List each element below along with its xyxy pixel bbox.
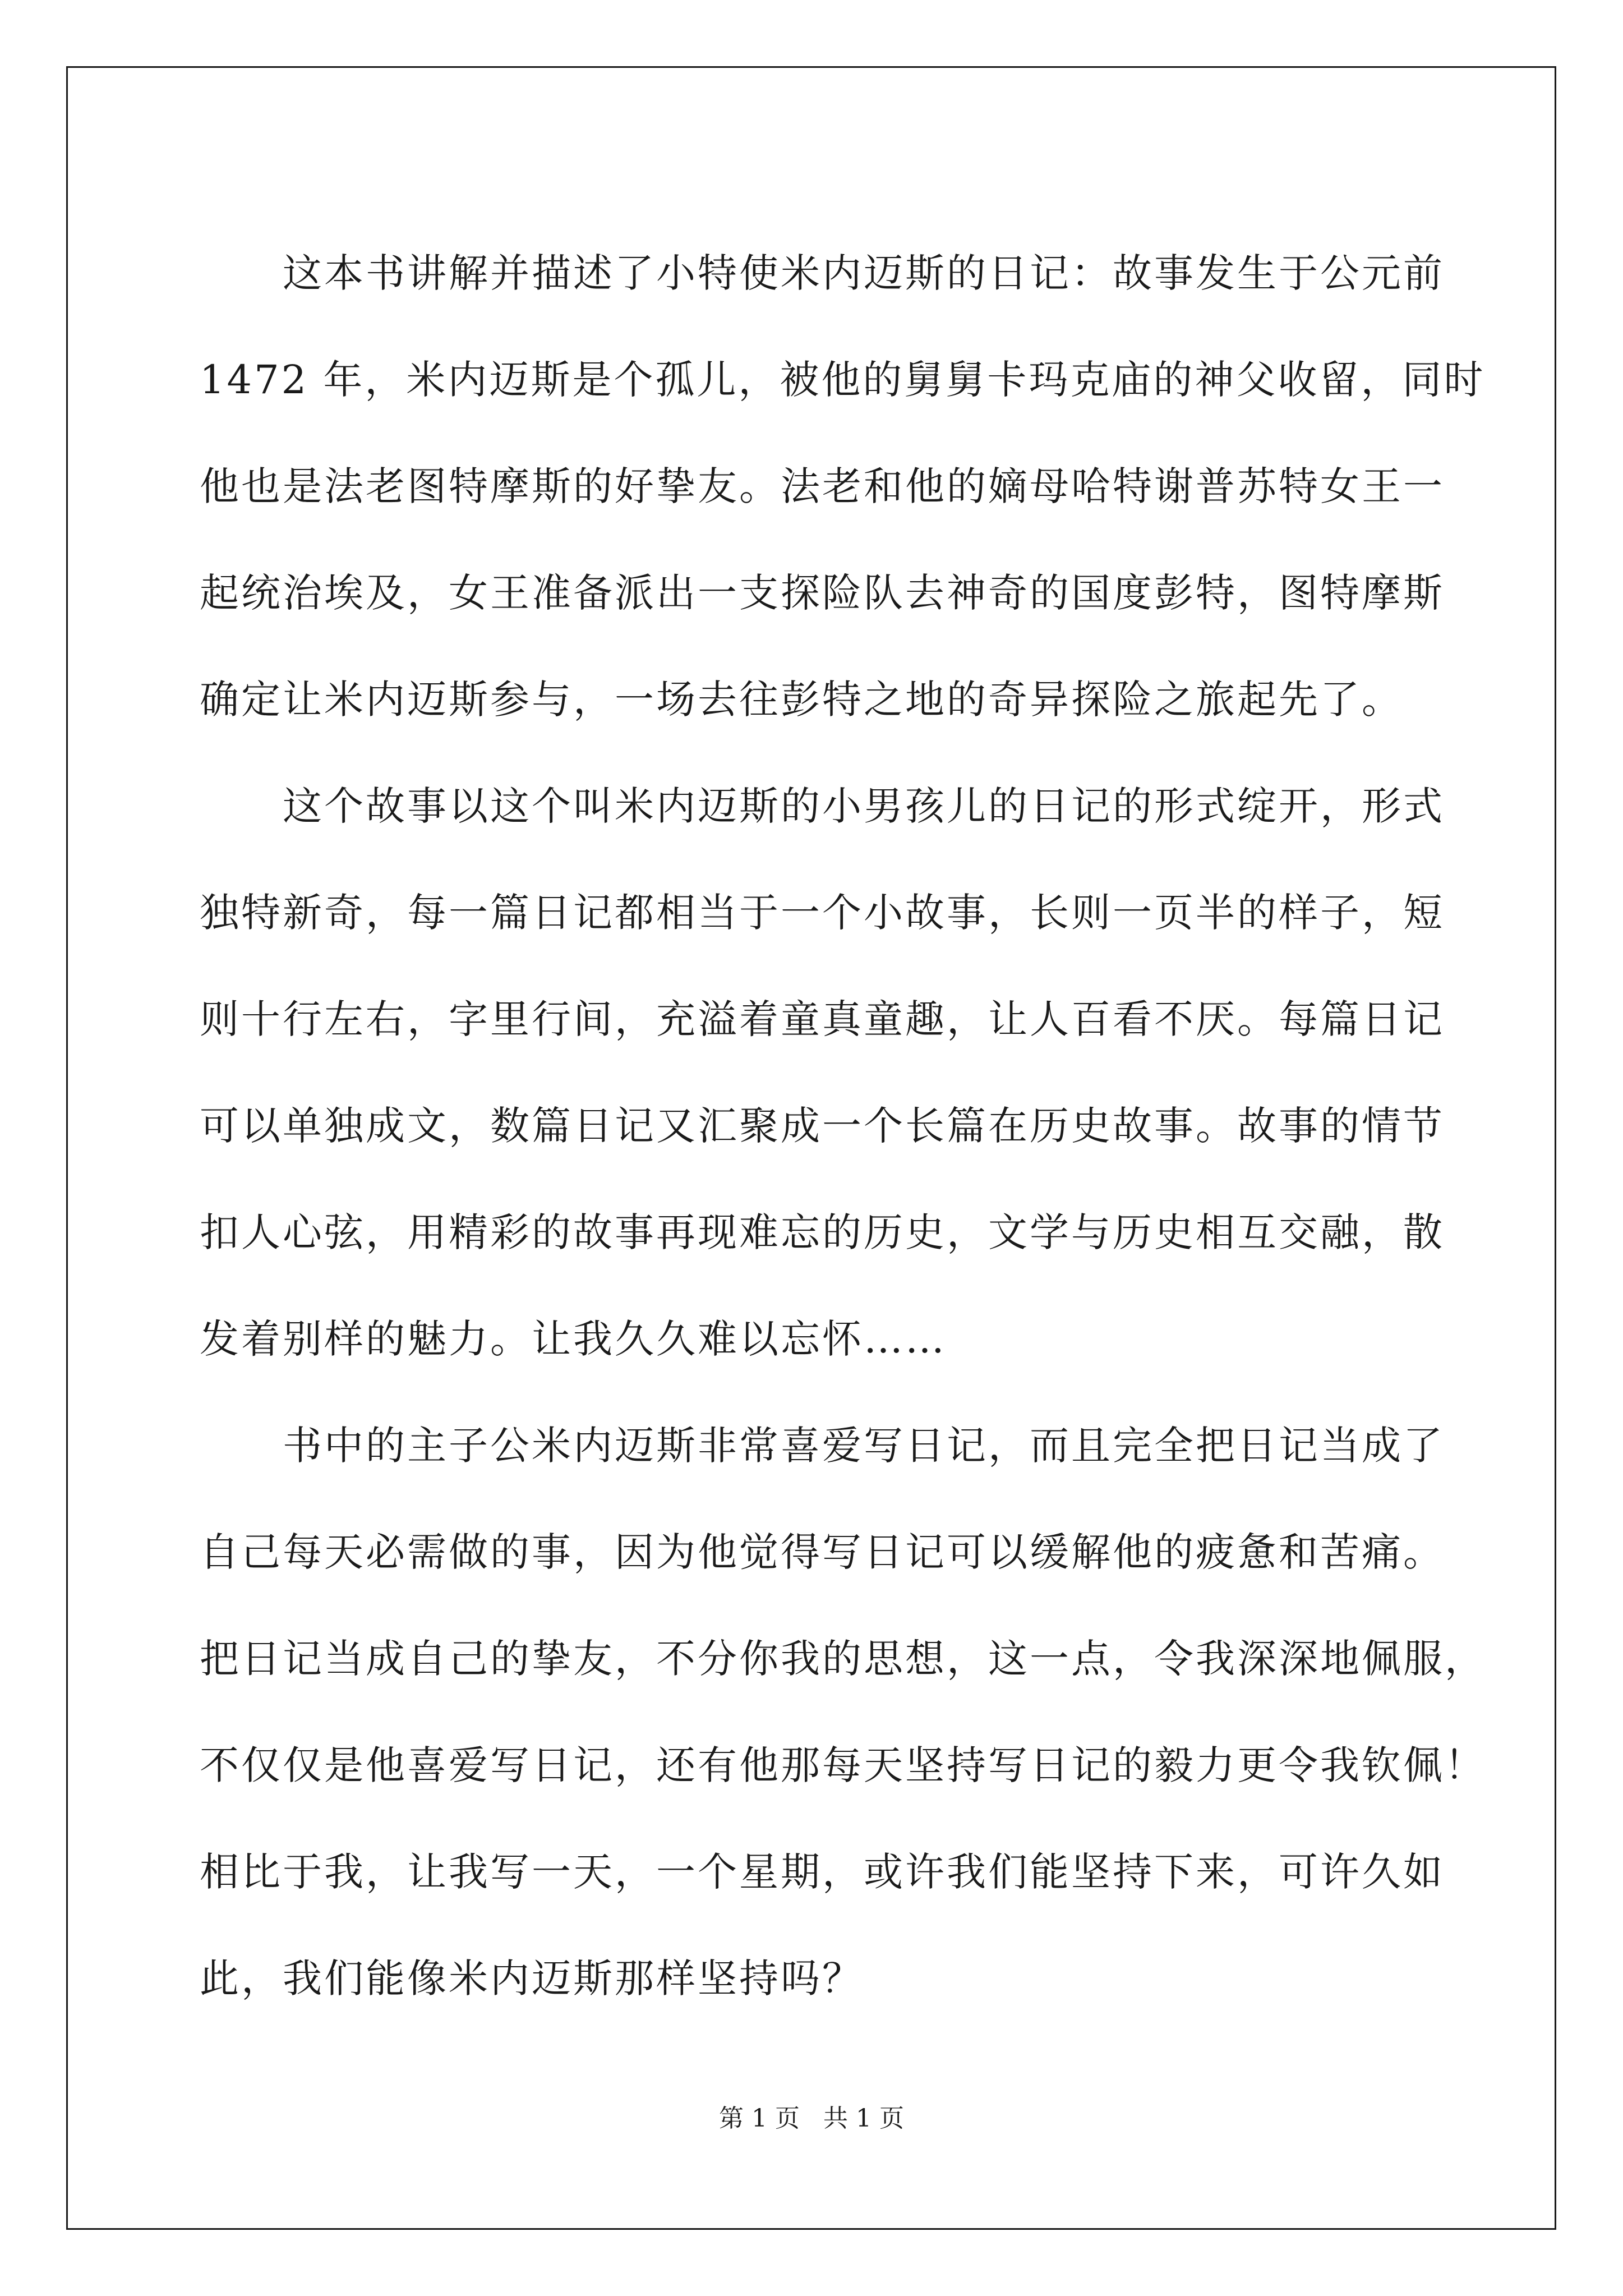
text-line: 相比于我，让我写一天，一个星期，或许我们能坚持下来，可许久如: [200, 1849, 1445, 1895]
text-line: 书中的主子公米内迈斯非常喜爱写日记，而且完全把日记当成了: [283, 1423, 1445, 1469]
text-line: 发着别样的魅力。让我久久难以忘怀……: [200, 1316, 947, 1362]
document-body: [200, 220, 1486, 2032]
text-line: 自己每天必需做的事，因为他觉得写日记可以缓解他的疲惫和苦痛。: [200, 1529, 1445, 1575]
text-line: 1472 年，米内迈斯是个孤儿，被他的舅舅卡玛克庙的神父收留，同时: [200, 357, 1486, 403]
text-line: 此，我们能像米内迈斯那样坚持吗？: [200, 1955, 864, 2001]
text-line: 这个故事以这个叫米内迈斯的小男孩儿的日记的形式绽开，形式: [283, 783, 1445, 829]
text-line: 独特新奇，每一篇日记都相当于一个小故事，长则一页半的样子，短: [200, 890, 1445, 936]
text-line: 把日记当成自己的挚友，不分你我的思想，这一点，令我深深地佩服，: [200, 1636, 1486, 1682]
text-line: 确定让米内迈斯参与，一场去往彭特之地的奇异探险之旅起先了。: [200, 677, 1403, 723]
page-footer: 第 1 页 共 1 页: [719, 2104, 904, 2133]
paragraph-1: [200, 220, 1486, 753]
paragraph-3: [200, 1392, 1486, 2032]
text-line: 起统治埃及，女王准备派出一支探险队去神奇的国度彭特，图特摩斯: [200, 570, 1445, 616]
text-line: 这本书讲解并描述了小特使米内迈斯的日记：故事发生于公元前: [283, 250, 1445, 296]
text-line: 则十行左右，字里行间，充溢着童真童趣，让人百看不厌。每篇日记: [200, 996, 1445, 1042]
text-line: 可以单独成文，数篇日记又汇聚成一个长篇在历史故事。故事的情节: [200, 1103, 1445, 1149]
text-line: 扣人心弦，用精彩的故事再现难忘的历史，文学与历史相互交融，散: [200, 1209, 1445, 1255]
text-line: 不仅仅是他喜爱写日记，还有他那每天坚持写日记的毅力更令我钦佩！: [200, 1742, 1486, 1788]
paragraph-2: [200, 753, 1445, 1392]
text-line: 他也是法老图特摩斯的好挚友。法老和他的嫡母哈特谢普苏特女王一: [200, 463, 1445, 509]
